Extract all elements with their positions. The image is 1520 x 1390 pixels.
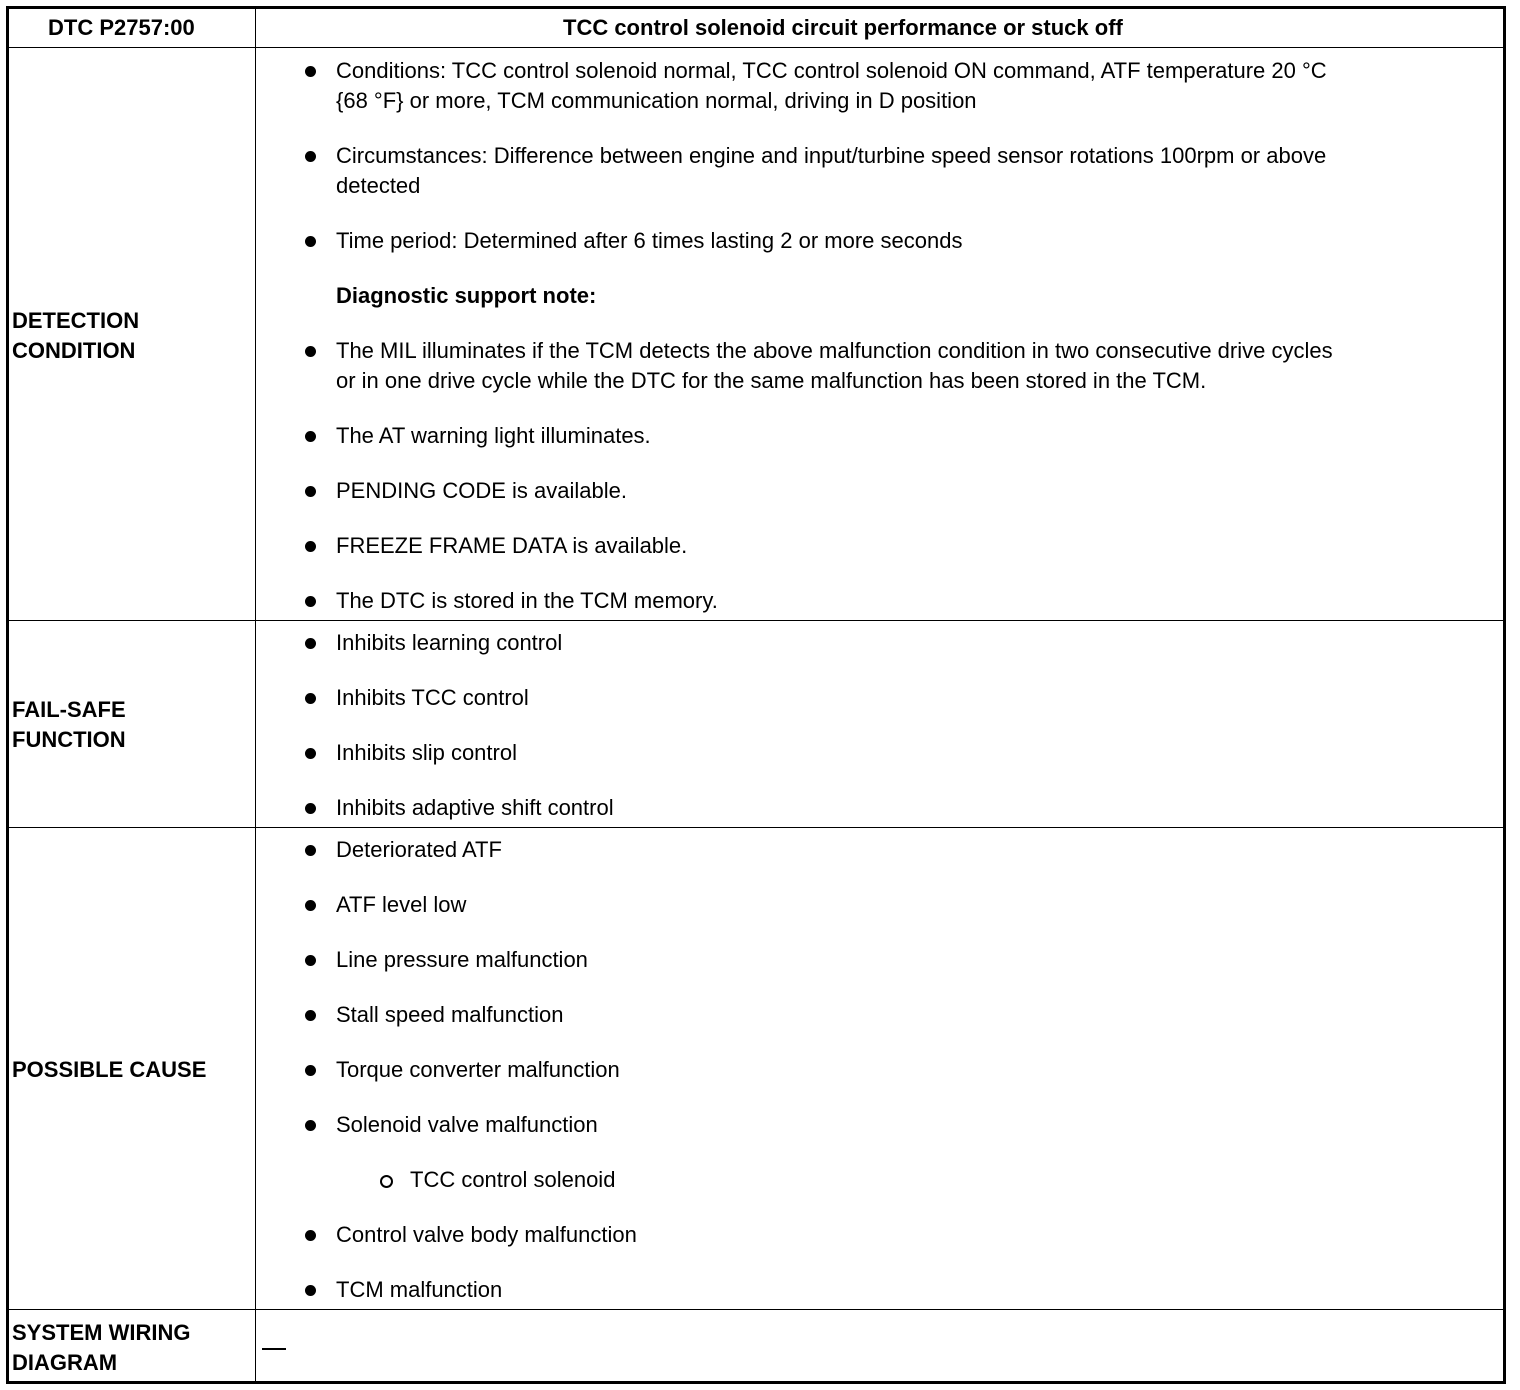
- diagnostic-support-note-heading: Diagnostic support note:: [336, 283, 597, 308]
- cause-item: Stall speed malfunction: [336, 1000, 563, 1030]
- failsafe-item: Inhibits learning control: [336, 628, 562, 658]
- causes-row-divider: [6, 1309, 1506, 1310]
- cause-item: Control valve body malfunction: [336, 1220, 637, 1250]
- failsafe-row-divider: [6, 827, 1506, 828]
- note-freeze-frame-bullet: FREEZE FRAME DATA is available.: [336, 531, 687, 561]
- failsafe-label: [12, 695, 126, 755]
- note-pending-code-bullet: PENDING CODE is available.: [336, 476, 627, 506]
- cause-subitem: TCC control solenoid: [410, 1165, 615, 1195]
- detection-row-divider: [6, 620, 1506, 621]
- note-at-warning-bullet: The AT warning light illuminates.: [336, 421, 651, 451]
- cause-item: Line pressure malfunction: [336, 945, 588, 975]
- detection-conditions-line2: {68 °F} or more, TCM communication normal, driving in D position: [336, 88, 977, 113]
- note-dtc-stored-bullet: The DTC is stored in the TCM memory.: [336, 586, 718, 616]
- detection-conditions-line1: Conditions: TCC control solenoid normal, TCC control solenoid ON command, ATF temperature 20 °C: [336, 58, 1327, 83]
- cause-item: Solenoid valve malfunction: [336, 1110, 598, 1140]
- header-row-divider: [6, 47, 1506, 48]
- detection-conditions-bullet: [336, 56, 1327, 116]
- note-mil-line1: The MIL illuminates if the TCM detects the above malfunction condition in two consecutive drive cycles: [336, 338, 1333, 363]
- cause-item: TCM malfunction: [336, 1275, 502, 1305]
- cause-item: Deteriorated ATF: [336, 835, 502, 865]
- detection-circumstances-bullet: [336, 141, 1326, 201]
- note-mil-bullet: [336, 336, 1333, 396]
- detection-circumstances-line2: detected: [336, 173, 421, 198]
- dtc-code: DTC P2757:00: [48, 15, 195, 40]
- wiring-label-line1: SYSTEM WIRING: [12, 1320, 191, 1345]
- detection-label: [12, 306, 139, 366]
- detection-label-line2: CONDITION: [12, 338, 136, 363]
- cause-item: ATF level low: [336, 890, 466, 920]
- possible-cause-label: POSSIBLE CAUSE: [12, 1057, 207, 1082]
- detection-label-line1: DETECTION: [12, 308, 140, 333]
- failsafe-item: Inhibits slip control: [336, 738, 517, 768]
- failsafe-item: Inhibits TCC control: [336, 683, 529, 713]
- cause-item: Torque converter malfunction: [336, 1055, 620, 1085]
- failsafe-item: Inhibits adaptive shift control: [336, 793, 614, 823]
- wiring-label: [12, 1318, 190, 1378]
- column-divider: [255, 6, 256, 1384]
- detection-time-period-bullet: Time period: Determined after 6 times lasting 2 or more seconds: [336, 226, 962, 256]
- failsafe-label-line2: FUNCTION: [12, 727, 126, 752]
- dtc-title: TCC control solenoid circuit performance or stuck off: [563, 15, 1123, 40]
- note-mil-line2: or in one drive cycle while the DTC for the same malfunction has been stored in the TCM.: [336, 368, 1207, 393]
- detection-circumstances-line1: Circumstances: Difference between engine and input/turbine speed sensor rotations 100rpm or above: [336, 143, 1327, 168]
- wiring-label-line2: DIAGRAM: [12, 1350, 118, 1375]
- wiring-empty-dash: [262, 1348, 286, 1350]
- failsafe-label-line1: FAIL-SAFE: [12, 697, 126, 722]
- dtc-table: [6, 6, 1506, 1384]
